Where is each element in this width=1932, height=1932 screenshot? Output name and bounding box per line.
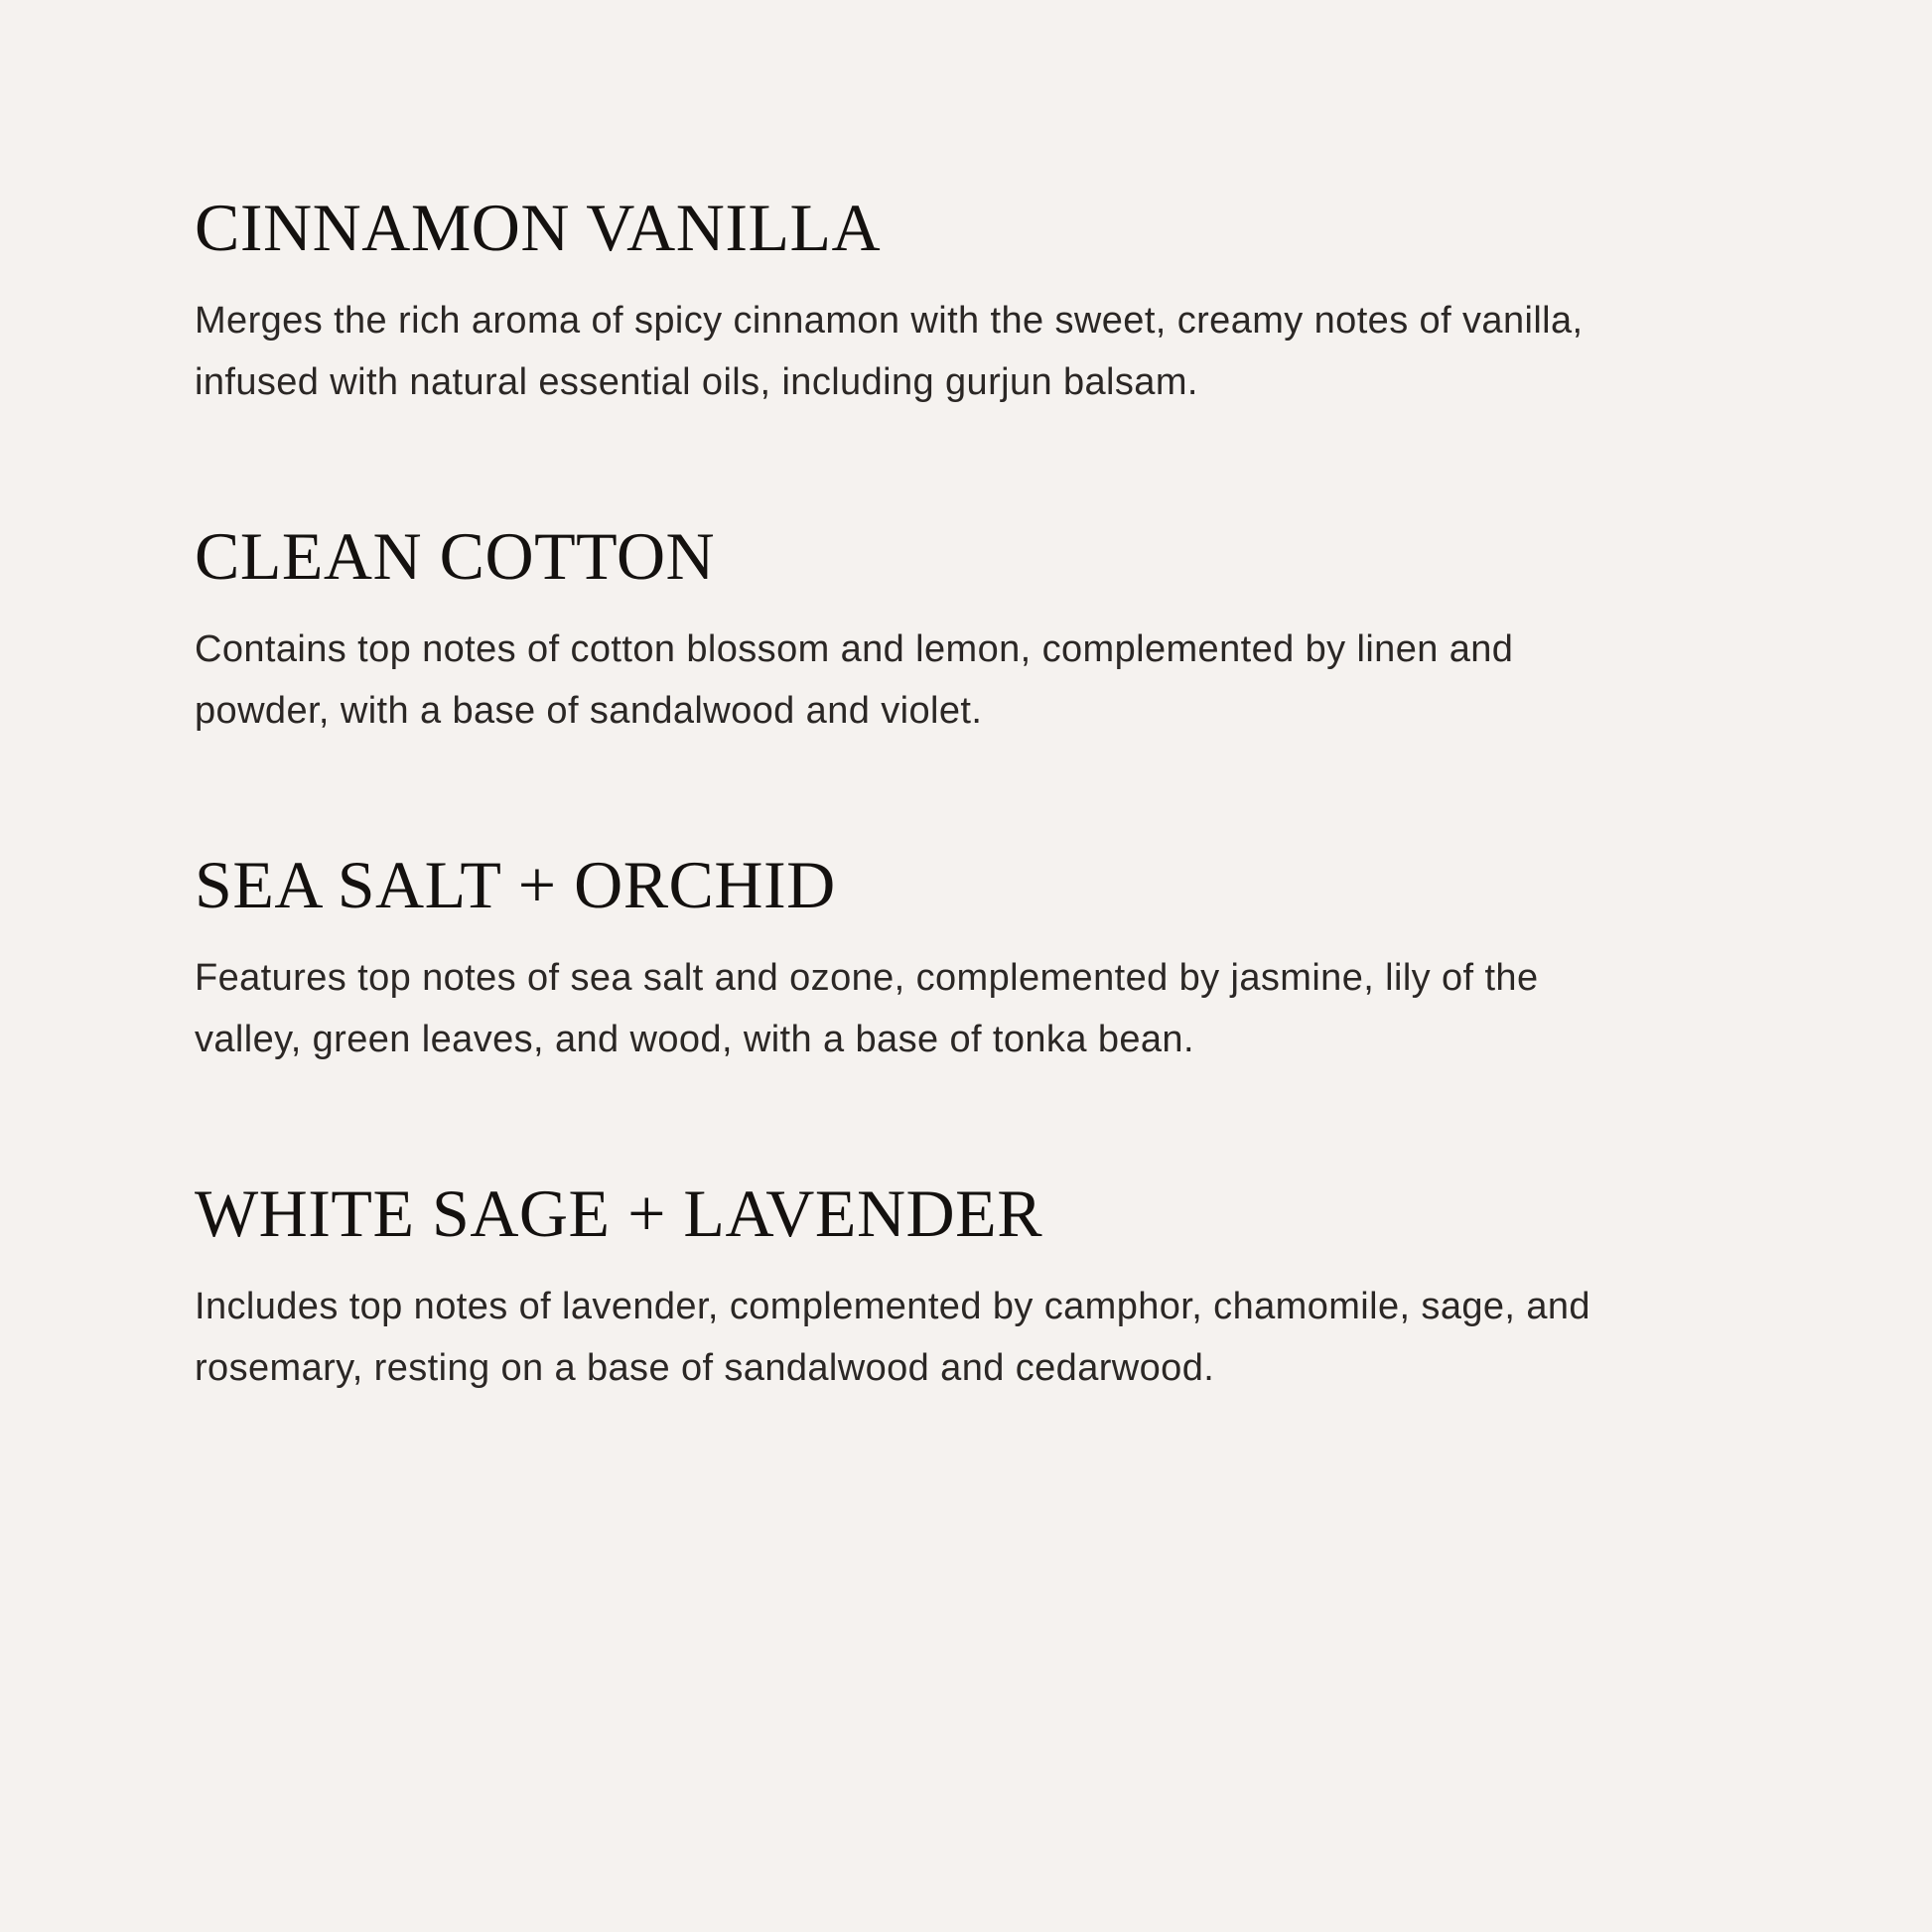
scent-title: WHITE SAGE + LAVENDER <box>195 1175 1043 1252</box>
scent-title: SEA SALT + ORCHID <box>195 847 836 923</box>
scent-title: CLEAN COTTON <box>195 518 716 595</box>
scent-list <box>195 190 1743 1399</box>
scent-entry-white-sage-lavender <box>195 1175 1743 1399</box>
scent-description: Features top notes of sea salt and ozone, complemented by jasmine, lily of the valley, green leaves, and wood, with a base of tonka bean. <box>195 957 1539 1060</box>
scent-entry-clean-cotton <box>195 518 1743 742</box>
scent-description: Merges the rich aroma of spicy cinnamon with the sweet, creamy notes of vanilla, infused with natural essential oils, including gurjun balsam. <box>195 300 1584 403</box>
scent-title: CINNAMON VANILLA <box>195 190 882 265</box>
scent-description: Contains top notes of cotton blossom and lemon, complemented by linen and powder, with a base of sandalwood and violet. <box>195 628 1514 732</box>
scent-entry-sea-salt-orchid <box>195 847 1743 1070</box>
scent-entry-cinnamon-vanilla <box>195 190 1743 413</box>
scent-description: Includes top notes of lavender, complemented by camphor, chamomile, sage, and rosemary, resting on a base of sandalwood and cedarwood. <box>195 1286 1590 1389</box>
